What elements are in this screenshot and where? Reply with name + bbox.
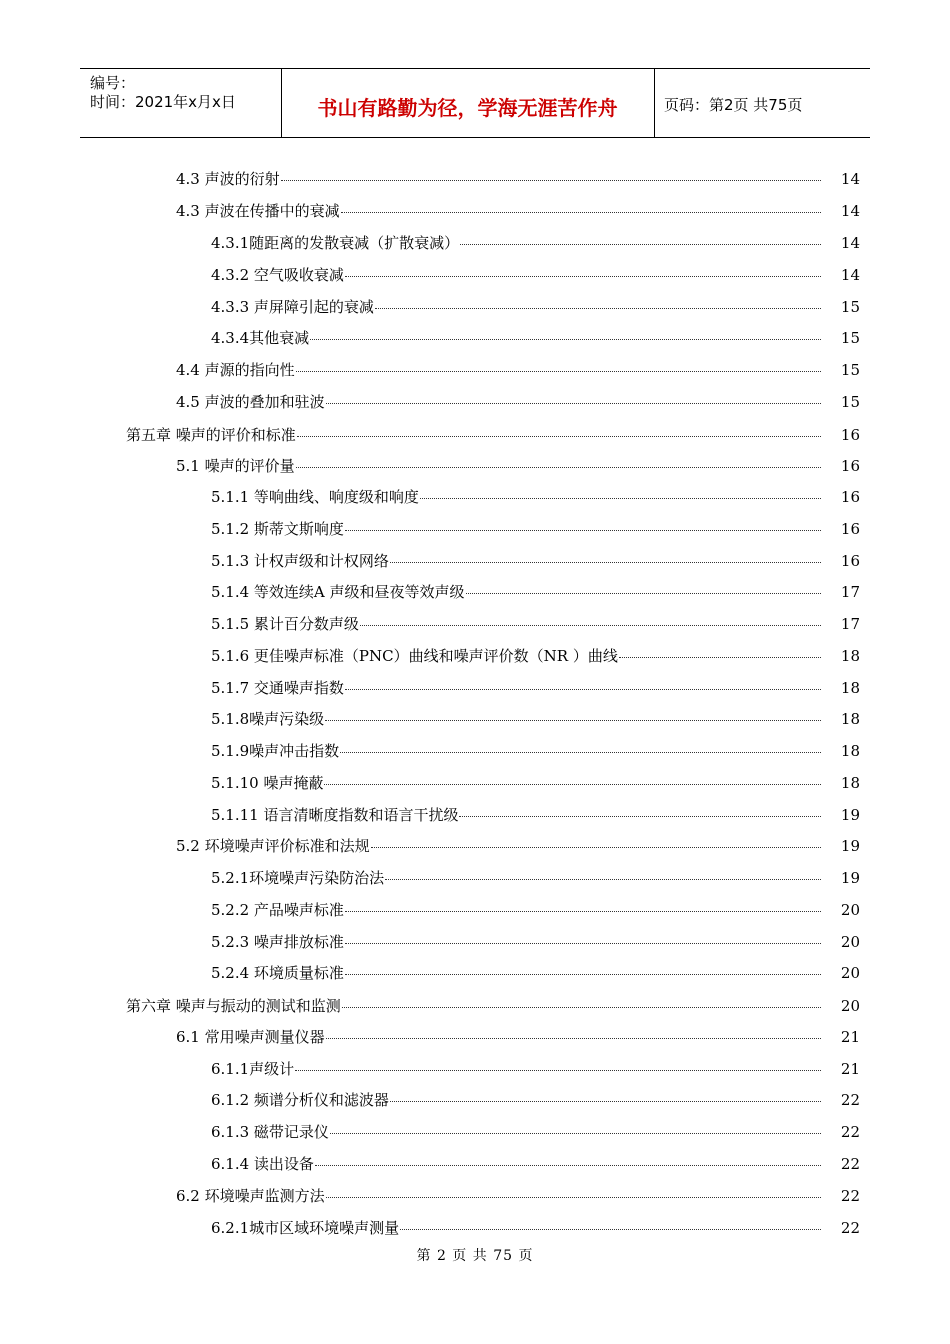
toc-entry-page-number: 19 bbox=[840, 869, 860, 887]
toc-entry[interactable] bbox=[211, 962, 860, 984]
toc-entry-title: 5.1.9噪声冲击指数 bbox=[211, 742, 340, 760]
toc-entry-page-number: 16 bbox=[840, 552, 860, 570]
toc-leader-dots bbox=[324, 784, 821, 785]
toc-entry-page-number: 16 bbox=[840, 520, 860, 538]
toc-leader-dots bbox=[326, 403, 821, 404]
toc-entry-title: 5.2.4 环境质量标准 bbox=[211, 964, 344, 982]
toc-leader-dots bbox=[296, 467, 821, 468]
toc-entry-title: 6.1.2 频谱分析仪和滤波器 bbox=[211, 1091, 389, 1109]
toc-entry-page-number: 14 bbox=[840, 234, 860, 252]
toc-entry-page-number: 22 bbox=[840, 1155, 860, 1173]
toc-leader-dots bbox=[315, 1165, 821, 1166]
toc-entry-page-number: 22 bbox=[840, 1123, 860, 1141]
toc-entry-title: 4.4 声源的指向性 bbox=[176, 361, 295, 379]
motto-text: 书山有路勤为径，学海无涯苦作舟 bbox=[317, 96, 618, 120]
toc-leader-dots bbox=[310, 339, 821, 340]
toc-leader-dots bbox=[295, 1070, 821, 1071]
toc-entry-page-number: 20 bbox=[840, 997, 860, 1015]
toc-entry-title: 5.1.1 等响曲线、响度级和响度 bbox=[211, 488, 419, 506]
toc-entry-title: 4.3.3 声屏障引起的衰减 bbox=[211, 298, 374, 316]
toc-entry-title: 5.1.8噪声污染级 bbox=[211, 710, 325, 728]
toc-entry[interactable] bbox=[211, 867, 860, 889]
toc-entry-title: 5.1.6 更佳噪声标准（PNC）曲线和噪声评价数（NR ）曲线 bbox=[211, 647, 618, 665]
toc-leader-dots bbox=[345, 974, 821, 975]
toc-entry-page-number: 20 bbox=[840, 933, 860, 951]
toc-entry-page-number: 21 bbox=[840, 1028, 860, 1046]
toc-leader-dots bbox=[330, 1133, 821, 1134]
toc-entry-page-number: 22 bbox=[840, 1187, 860, 1205]
header-page-cell bbox=[655, 69, 870, 137]
toc-leader-dots bbox=[326, 1197, 821, 1198]
toc-entry[interactable] bbox=[211, 1121, 860, 1143]
toc-entry[interactable] bbox=[211, 1089, 860, 1111]
toc-entry-title: 5.1.11 语言清晰度指数和语言干扰级 bbox=[211, 806, 459, 824]
toc-leader-dots bbox=[341, 212, 821, 213]
toc-leader-dots bbox=[619, 657, 821, 658]
toc-leader-dots bbox=[390, 562, 821, 563]
toc-entry[interactable] bbox=[211, 296, 860, 318]
toc-entry[interactable] bbox=[211, 708, 860, 730]
toc-entry-title: 5.2 环境噪声评价标准和法规 bbox=[176, 837, 370, 855]
toc-entry-title: 5.1.7 交通噪声指数 bbox=[211, 679, 344, 697]
toc-entry[interactable] bbox=[211, 740, 860, 762]
toc-entry[interactable] bbox=[176, 455, 860, 477]
toc-entry[interactable] bbox=[211, 613, 860, 635]
toc-entry-page-number: 16 bbox=[840, 457, 860, 475]
toc-entry-title: 4.3.2 空气吸收衰减 bbox=[211, 266, 344, 284]
toc-entry-title: 第六章 噪声与振动的测试和监测 bbox=[126, 997, 341, 1015]
toc-entry-page-number: 16 bbox=[840, 488, 860, 506]
toc-leader-dots bbox=[400, 1229, 821, 1230]
toc-entry-title: 第五章 噪声的评价和标准 bbox=[126, 426, 296, 444]
toc-entry-page-number: 17 bbox=[840, 583, 860, 601]
toc-entry-title: 6.1 常用噪声测量仪器 bbox=[176, 1028, 325, 1046]
toc-leader-dots bbox=[375, 308, 821, 309]
toc-entry-page-number: 20 bbox=[840, 964, 860, 982]
toc-entry-page-number: 15 bbox=[840, 298, 860, 316]
toc-entry-title: 6.1.4 读出设备 bbox=[211, 1155, 314, 1173]
toc-leader-dots bbox=[326, 1038, 821, 1039]
page-footer: 第 2 页 共 75 页 bbox=[416, 1248, 534, 1264]
document-time-label: 时间：2021年x月x日 bbox=[90, 93, 236, 111]
toc-entry-page-number: 22 bbox=[840, 1219, 860, 1237]
toc-entry[interactable] bbox=[211, 327, 860, 349]
toc-entry-title: 6.1.1声级计 bbox=[211, 1060, 295, 1078]
toc-entry-page-number: 16 bbox=[840, 426, 860, 444]
toc-entry-page-number: 20 bbox=[840, 901, 860, 919]
page-header bbox=[80, 68, 870, 138]
toc-leader-dots bbox=[345, 689, 821, 690]
toc-entry-page-number: 22 bbox=[840, 1091, 860, 1109]
toc-entry-page-number: 15 bbox=[840, 393, 860, 411]
toc-leader-dots bbox=[297, 436, 821, 437]
toc-entry[interactable] bbox=[176, 1185, 860, 1207]
toc-leader-dots bbox=[460, 244, 821, 245]
toc-entry[interactable] bbox=[126, 995, 860, 1017]
header-page-info: 页码：第2页 共75页 bbox=[664, 96, 803, 114]
toc-leader-dots bbox=[385, 879, 821, 880]
toc-entry-page-number: 14 bbox=[840, 266, 860, 284]
toc-entry[interactable] bbox=[211, 232, 860, 254]
toc-entry-title: 5.1 噪声的评价量 bbox=[176, 457, 295, 475]
toc-entry[interactable] bbox=[211, 264, 860, 286]
toc-entry[interactable] bbox=[211, 1058, 860, 1080]
toc-leader-dots bbox=[342, 1007, 821, 1008]
toc-entry[interactable] bbox=[211, 772, 860, 794]
toc-entry-title: 5.1.2 斯蒂文斯响度 bbox=[211, 520, 344, 538]
toc-entry[interactable] bbox=[211, 645, 860, 667]
toc-entry[interactable] bbox=[211, 486, 860, 508]
toc-entry-title: 5.1.10 噪声掩蔽 bbox=[211, 774, 324, 792]
toc-entry-page-number: 14 bbox=[840, 170, 860, 188]
toc-entry[interactable] bbox=[211, 899, 860, 921]
toc-entry-title: 4.3 声波在传播中的衰减 bbox=[176, 202, 340, 220]
toc-leader-dots bbox=[390, 1101, 821, 1102]
toc-leader-dots bbox=[325, 720, 821, 721]
toc-entry[interactable] bbox=[211, 931, 860, 953]
toc-entry[interactable] bbox=[176, 168, 860, 190]
toc-leader-dots bbox=[296, 371, 821, 372]
header-motto-cell bbox=[281, 69, 655, 137]
toc-entry-title: 6.2 环境噪声监测方法 bbox=[176, 1187, 325, 1205]
toc-entry[interactable] bbox=[176, 835, 860, 857]
toc-leader-dots bbox=[360, 625, 821, 626]
toc-entry-page-number: 15 bbox=[840, 361, 860, 379]
toc-entry[interactable] bbox=[211, 518, 860, 540]
toc-entry-title: 4.3.1随距离的发散衰减（扩散衰减） bbox=[211, 234, 460, 252]
document-number-label: 编号： bbox=[90, 74, 136, 92]
toc-entry-page-number: 19 bbox=[840, 806, 860, 824]
toc-entry-page-number: 18 bbox=[840, 710, 860, 728]
toc-leader-dots bbox=[345, 530, 821, 531]
toc-entry-title: 5.2.1环境噪声污染防治法 bbox=[211, 869, 385, 887]
toc-entry-title: 6.2.1城市区域环境噪声测量 bbox=[211, 1219, 400, 1237]
toc-entry-page-number: 18 bbox=[840, 647, 860, 665]
toc-leader-dots bbox=[345, 276, 821, 277]
toc-leader-dots bbox=[345, 943, 821, 944]
toc-entry-title: 5.2.3 噪声排放标准 bbox=[211, 933, 344, 951]
toc-leader-dots bbox=[340, 752, 821, 753]
toc-entry[interactable] bbox=[176, 391, 860, 413]
toc-entry-page-number: 18 bbox=[840, 679, 860, 697]
toc-entry-title: 6.1.3 磁带记录仪 bbox=[211, 1123, 329, 1141]
header-left-cell bbox=[80, 69, 282, 137]
toc-entry-title: 5.2.2 产品噪声标准 bbox=[211, 901, 344, 919]
toc-entry-title: 5.1.5 累计百分数声级 bbox=[211, 615, 359, 633]
toc-entry-page-number: 14 bbox=[840, 202, 860, 220]
toc-entry[interactable] bbox=[176, 1026, 860, 1048]
toc-leader-dots bbox=[345, 911, 821, 912]
toc-entry[interactable] bbox=[211, 677, 860, 699]
toc-entry-page-number: 21 bbox=[840, 1060, 860, 1078]
toc-leader-dots bbox=[459, 816, 821, 817]
toc-entry[interactable] bbox=[126, 424, 860, 446]
toc-entry-title: 4.3.4其他衰减 bbox=[211, 329, 310, 347]
toc-entry-title: 4.3 声波的衍射 bbox=[176, 170, 280, 188]
toc-entry-page-number: 18 bbox=[840, 742, 860, 760]
toc-entry[interactable] bbox=[211, 804, 860, 826]
toc-entry-page-number: 15 bbox=[840, 329, 860, 347]
toc-entry[interactable] bbox=[211, 1153, 860, 1175]
toc-entry[interactable] bbox=[211, 581, 860, 603]
toc-entry-page-number: 17 bbox=[840, 615, 860, 633]
toc-entry-title: 4.5 声波的叠加和驻波 bbox=[176, 393, 325, 411]
toc-entry[interactable] bbox=[176, 200, 860, 222]
toc-leader-dots bbox=[466, 593, 821, 594]
toc-leader-dots bbox=[420, 498, 821, 499]
toc-entry[interactable] bbox=[211, 1217, 860, 1239]
toc-leader-dots bbox=[281, 180, 821, 181]
toc-entry-title: 5.1.4 等效连续A 声级和昼夜等效声级 bbox=[211, 583, 465, 601]
toc-entry-title: 5.1.3 计权声级和计权网络 bbox=[211, 552, 389, 570]
toc-leader-dots bbox=[371, 847, 821, 848]
toc-entry-page-number: 18 bbox=[840, 774, 860, 792]
toc-entry-page-number: 19 bbox=[840, 837, 860, 855]
toc-entry[interactable] bbox=[176, 359, 860, 381]
toc-entry[interactable] bbox=[211, 550, 860, 572]
